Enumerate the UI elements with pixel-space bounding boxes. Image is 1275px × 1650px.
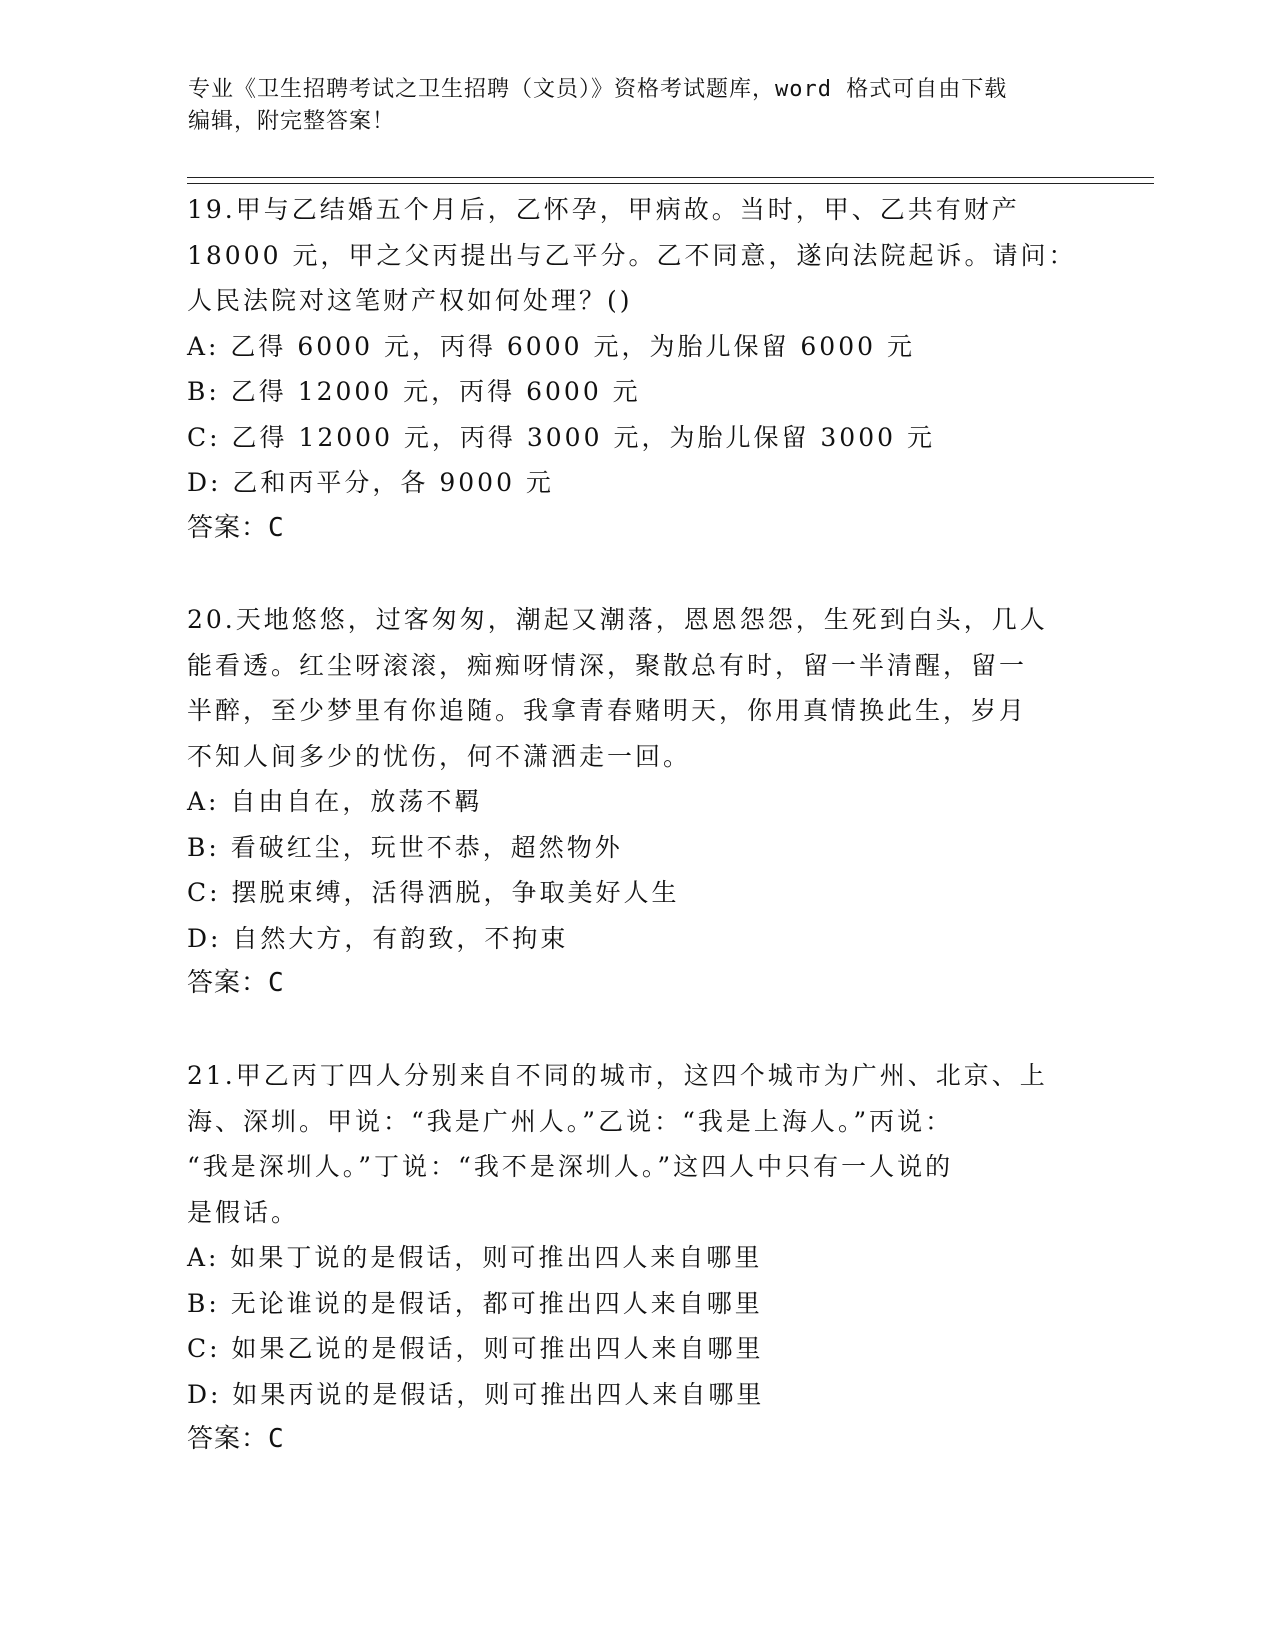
option-a: A: 如果丁说的是假话，则可推出四人来自哪里: [187, 1243, 763, 1272]
answer-text: 答案：C: [187, 512, 285, 543]
stem-line: 海、深圳。甲说：“我是广州人。”乙说：“我是上海人。”丙说：: [187, 1106, 954, 1136]
answer-text: 答案：C: [187, 1424, 285, 1454]
stem-line: 18000 元，甲之父丙提出与乙平分。乙不同意，遂向法院起诉。请问：: [187, 240, 1077, 270]
header-line-2: 编辑，附完整答案！: [188, 109, 396, 134]
question-21: [187, 1053, 1087, 1463]
question-19: [187, 187, 1087, 551]
header-divider-bottom: [187, 183, 1154, 184]
question-stem: [187, 597, 1087, 779]
option-d: D: 自然大方，有韵致，不拘束: [187, 923, 569, 953]
option-d: D: 如果丙说的是假话，则可推出四人来自哪里: [187, 1379, 765, 1409]
option-c: C: 如果乙说的是假话，则可推出四人来自哪里: [187, 1334, 764, 1363]
option-b: B: 无论谁说的是假话，都可推出四人来自哪里: [187, 1288, 763, 1318]
stem-line: 人民法院对这笔财产权如何处理？(): [187, 286, 633, 315]
option-c: C: 摆脱束缚，活得洒脱，争取美好人生: [187, 878, 680, 907]
stem-line: 21.甲乙丙丁四人分别来自不同的城市，这四个城市为广州、北京、上: [187, 1061, 1048, 1090]
stem-line: 20.天地悠悠，过客匆匆，潮起又潮落，恩恩怨怨，生死到白头，几人: [187, 605, 1048, 634]
stem-line: 19.甲与乙结婚五个月后，乙怀孕，甲病故。当时，甲、乙共有财产: [187, 195, 1020, 224]
option-a: A: 乙得 6000 元，丙得 6000 元，为胎儿保留 6000 元: [187, 331, 915, 361]
header-divider-top: [187, 177, 1154, 178]
document-header: [188, 74, 1068, 138]
option-d: D: 乙和丙平分，各 9000 元: [187, 468, 554, 497]
option-b: B: 乙得 12000 元，丙得 6000 元: [187, 377, 641, 406]
stem-line: 是假话。: [187, 1197, 300, 1227]
option-b: B: 看破红尘，玩世不恭，超然物外: [187, 832, 623, 862]
question-20: [187, 597, 1087, 1007]
option-a: A: 自由自在，放荡不羁: [187, 787, 483, 816]
stem-line: “我是深圳人。”丁说：“我不是深圳人。”这四人中只有一人说的: [187, 1152, 954, 1181]
header-line-1: 专业《卫生招聘考试之卫生招聘（文员）》资格考试题库，word 格式可自由下载: [188, 77, 1008, 102]
stem-line: 能看透。红尘呀滚滚，痴痴呀情深，聚散总有时，留一半清醒，留一: [187, 650, 1028, 680]
stem-line: 半醉，至少梦里有你追随。我拿青春赌明天，你用真情换此生，岁月: [187, 696, 1028, 725]
question-stem: [187, 187, 1087, 324]
stem-line: 不知人间多少的忧伤，何不潇洒走一回。: [187, 741, 692, 771]
question-stem: [187, 1053, 1087, 1235]
answer-text: 答案：C: [187, 968, 285, 998]
option-c: C: 乙得 12000 元，丙得 3000 元，为胎儿保留 3000 元: [187, 422, 935, 452]
